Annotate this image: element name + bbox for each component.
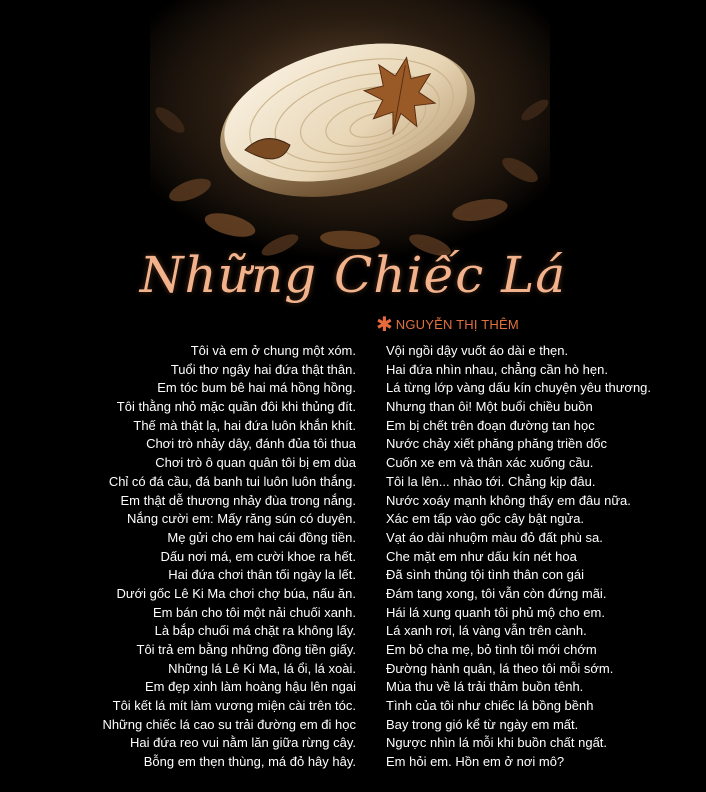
poem-line: Em hỏi em. Hồn em ở nơi mô? — [386, 754, 565, 770]
poem-line: Dưới gốc Lê Ki Ma chơi chợ búa, nấu ăn. — [116, 585, 356, 601]
poem-line: Em đẹp xinh làm hoàng hậu lên ngai — [144, 679, 356, 695]
poem-column-left — [20, 342, 356, 772]
poem-line: Em bán cho tôi một nải chuối xanh. — [152, 604, 356, 620]
asterisk-icon: ✱ — [376, 312, 393, 336]
poem-line: Bỗng em thẹn thùng, má đỏ hây hây. — [143, 754, 356, 770]
poem-line: Hái lá xung quanh tôi phủ mộ cho em. — [386, 604, 605, 620]
poem-line: Thế mà thật lạ, hai đứa luôn khắn khít. — [133, 417, 356, 433]
poem-line: Là bắp chuối má chặt ra không lấy. — [154, 623, 356, 639]
poem-line: Chơi trò nhảy dây, đánh đủa tôi thua — [146, 436, 356, 452]
poem-line: Nhưng than ôi! Một buổi chiều buồn — [386, 399, 593, 415]
poem-line: Hai đứa nhìn nhau, chẳng cần hò hẹn. — [386, 361, 608, 377]
poem-title: Những Chiếc Lá — [139, 246, 567, 304]
author-line — [376, 314, 519, 334]
poem-line: Che mặt em như dấu kín nét hoa — [386, 548, 577, 564]
hero-image — [150, 0, 550, 260]
poem-line: Em thật dễ thương nhảy đùa trong nắng. — [120, 492, 356, 508]
poem-line: Nước chảy xiết phăng phăng triền dốc — [386, 436, 608, 452]
poem-line: Hai đứa reo vui nằm lăn giữa rừng cây. — [129, 735, 356, 751]
poem-line: Những lá Lê Ki Ma, lá ổi, lá xoài. — [168, 660, 356, 676]
poem-line: Đã sình thủng tội tình thân con gái — [386, 567, 585, 583]
poem-line: Vạt áo dài nhuộm màu đỏ đất phù sa. — [386, 529, 603, 545]
poem-line: Tôi la lên... nhào tới. Chẳng kịp đâu. — [386, 473, 596, 489]
poem-line: Đám tang xong, tôi vẫn còn đứng mãi. — [386, 585, 607, 601]
poem-line: Mẹ gửi cho em hai cái đồng tiền. — [167, 529, 356, 545]
poem-line: Những chiếc lá cao su trải đường em đi học — [102, 716, 356, 732]
poem-line: Tình của tôi như chiếc lá bồng bềnh — [386, 698, 594, 714]
poem-line: Em bị chết trên đoạn đường tan học — [386, 417, 595, 433]
poem-line: Tôi thằng nhỏ mặc quần đôi khi thủng đít. — [116, 399, 356, 415]
poem-line: Mùa thu về lá trải thảm buồn tênh. — [386, 679, 584, 695]
poem-line: Em tóc bum bê hai má hồng hồng. — [157, 380, 356, 396]
poem-line: Hai đứa chơi thân tối ngày la lết. — [168, 567, 356, 583]
poem-line: Tôi và em ở chung một xóm. — [190, 343, 356, 358]
poem-line: Ngược nhìn lá mỗi khi buồn chất ngất. — [386, 735, 608, 751]
poem-line: Nắng cười em: Mấy răng sún có duyên. — [127, 511, 356, 527]
poem-line: Tuổi thơ ngây hai đứa thật thân. — [170, 361, 356, 377]
poem-column-right — [386, 342, 696, 772]
poem-line: Chỉ có đá cầu, đá banh tui luôn luôn thắng. — [108, 473, 356, 489]
poem-line: Tôi trả em bằng những đồng tiền giấy. — [136, 642, 356, 657]
poem-line: Tôi kết lá mít làm vương miện cài trên tóc. — [112, 698, 356, 714]
poem-line: Nước xoáy mạnh không thấy em đâu nữa. — [386, 492, 631, 508]
poem-line: Bay trong gió kể từ ngày em mất. — [386, 716, 579, 732]
conical-hat-image — [150, 0, 550, 260]
author-name: NGUYỄN THỊ THÊM — [395, 316, 519, 332]
poem-line: Vội ngồi dậy vuốt áo dài e thẹn. — [386, 343, 569, 358]
poem-line: Dấu nơi má, em cười khoe ra hết. — [160, 548, 356, 564]
poem-line: Xác em tấp vào gốc cây bật ngửa. — [386, 511, 585, 527]
poem-line: Lá từng lớp vàng dấu kín chuyện yêu thương. — [386, 380, 652, 396]
poem-line: Đường hành quân, lá theo tôi mỗi sớm. — [386, 660, 614, 676]
poem-line: Lá xanh rơi, lá vàng vẫn trên cành. — [386, 623, 587, 639]
poem-line: Cuốn xe em và thân xác xuống cầu. — [386, 455, 594, 471]
poem-line: Em bỏ cha mẹ, bỏ tình tôi mới chớm — [386, 642, 597, 657]
poem-line: Chơi trò ô quan quân tôi bị em dùa — [155, 455, 356, 471]
